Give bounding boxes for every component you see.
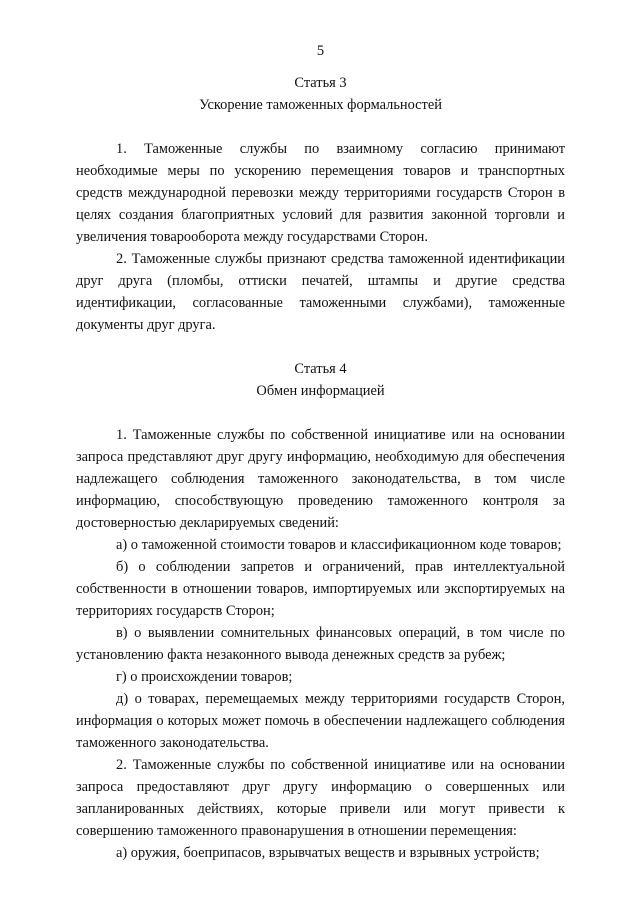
article-4-subtitle: Обмен информацией — [256, 383, 385, 399]
article-3-paragraph: 2. Таможенные службы признают средства таможенной идентификации друг друга (пломбы, оттиски печатей, штампы и другие средства идентификации, согласованные таможенными службами), таможенные документы друг друга. — [76, 251, 565, 333]
article-3-subtitle: Ускорение таможенных формальностей — [199, 97, 442, 113]
article-4-subitem: г) о происхождении товаров; — [116, 669, 293, 685]
article-4-subitem: а) о таможенной стоимости товаров и классификационном коде товаров; — [116, 537, 562, 553]
article-4-paragraph: 1. Таможенные службы по собственной инициативе или на основании запроса представляют друг другу информацию, необходимую для обеспечения надлежащего соблюдения таможенного законодательства, в том числе информацию, способствующую проведению таможенного контроля за достоверностью декларируемых сведений: — [76, 427, 565, 531]
article-3-paragraph: 1. Таможенные службы по взаимному согласию принимают необходимые меры по ускорению перемещения товаров и транспортных средств международной перевозки между территориями государств Сторон в целях создания благоприятных условий для развития законной торговли и увеличения товарооборота между государствами Сторон. — [76, 141, 565, 245]
article-4-subitem: б) о соблюдении запретов и ограничений, прав интеллектуальной собственности в отношении товаров, импортируемых или экспортируемых на территориях государств Сторон; — [76, 559, 565, 619]
page-number: 5 — [316, 43, 325, 59]
article-4-subitem: в) о выявлении сомнительных финансовых операций, в том числе по установлению факта незаконного вывода денежных средств за рубеж; — [76, 625, 565, 663]
article-4-subitem: а) оружия, боеприпасов, взрывчатых веществ и взрывных устройств; — [116, 845, 540, 861]
article-4-title: Статья 4 — [294, 361, 347, 377]
article-4-subitem: д) о товарах, перемещаемых между территориями государств Сторон, информация о которых может помочь в обеспечении надлежащего соблюдения таможенного законодательства. — [76, 691, 565, 751]
article-3-title: Статья 3 — [294, 75, 347, 91]
article-4-paragraph: 2. Таможенные службы по собственной инициативе или на основании запроса предоставляют друг другу информацию о совершенных или запланированных действиях, которые привели или могут привести к совершению таможенного правонарушения в отношении перемещения: — [76, 757, 565, 839]
